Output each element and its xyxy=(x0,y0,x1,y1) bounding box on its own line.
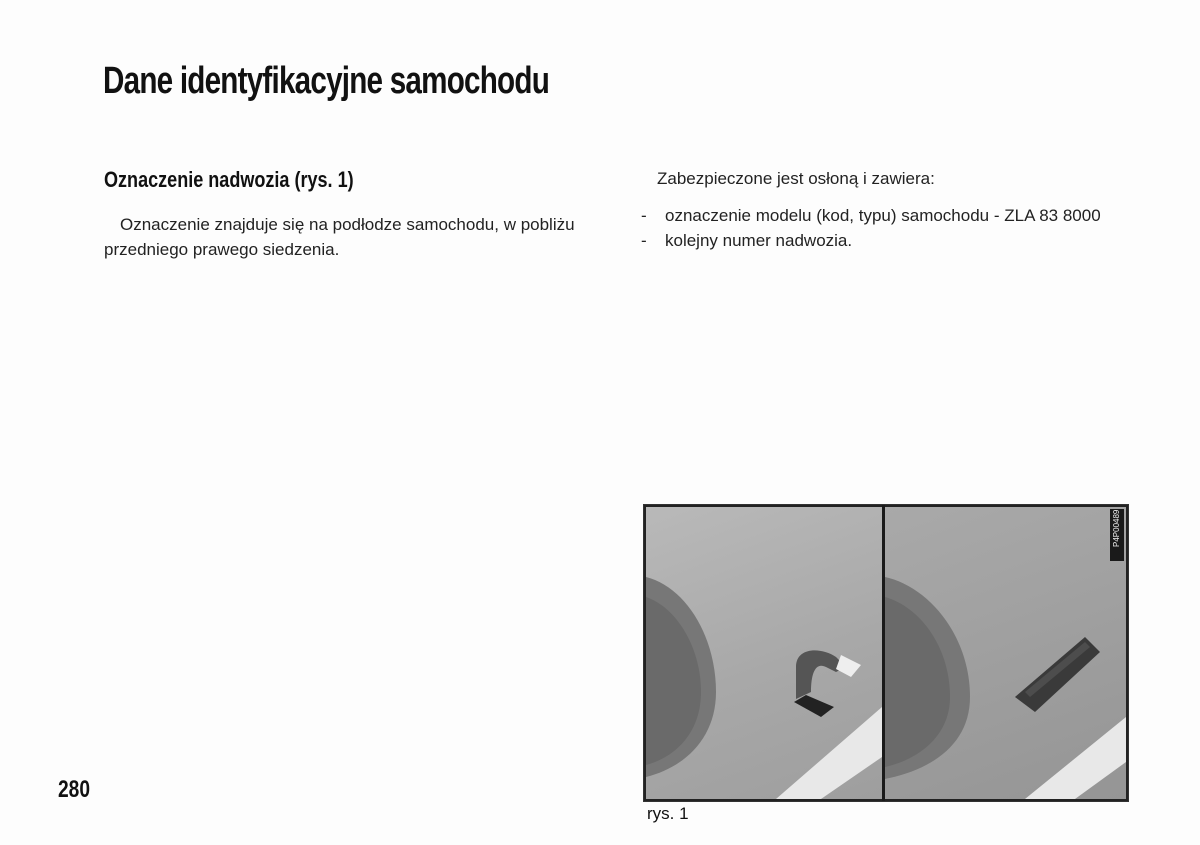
list-item-text: oznaczenie modelu (kod, typu) samochodu - ZLA 83 8000 xyxy=(665,206,1101,225)
sill-trim xyxy=(776,707,882,799)
sill-trim xyxy=(1025,717,1126,799)
cover-contents-list xyxy=(641,203,1151,253)
figure-caption: rys. 1 xyxy=(647,804,689,823)
list-item-text: kolejny numer nadwozia. xyxy=(665,231,853,250)
figure-panel-cover-open xyxy=(885,507,1126,799)
section-heading-body-marking: Oznaczenie nadwozia (rys. 1) xyxy=(104,167,354,192)
list-item xyxy=(641,203,1151,228)
cover-flap xyxy=(796,650,846,699)
figure-code-label xyxy=(1110,509,1124,561)
page-number: 280 xyxy=(58,776,91,803)
list-dash: - xyxy=(641,206,647,225)
page-title: Dane identyfikacyjne samochodu xyxy=(103,60,550,102)
list-item xyxy=(641,228,1151,253)
body-marking-paragraph: Oznaczenie znajduje się na podłodze samochodu, w pobliżu przedniego prawego siedzenia. xyxy=(104,215,575,259)
figure-body-marking-location xyxy=(643,504,1129,802)
cover-intro-text: Zabezpieczone jest osłoną i zawiera: xyxy=(657,169,935,188)
floor-with-cover-illustration xyxy=(646,507,882,799)
floor-with-plate-illustration xyxy=(885,507,1126,799)
figure-panel-cover-closed xyxy=(646,507,882,799)
right-column xyxy=(641,166,1151,253)
list-dash: - xyxy=(641,231,647,250)
cover-highlight xyxy=(836,655,861,677)
figure-code: P4P00489 xyxy=(1112,509,1121,547)
cover-base xyxy=(794,695,834,717)
